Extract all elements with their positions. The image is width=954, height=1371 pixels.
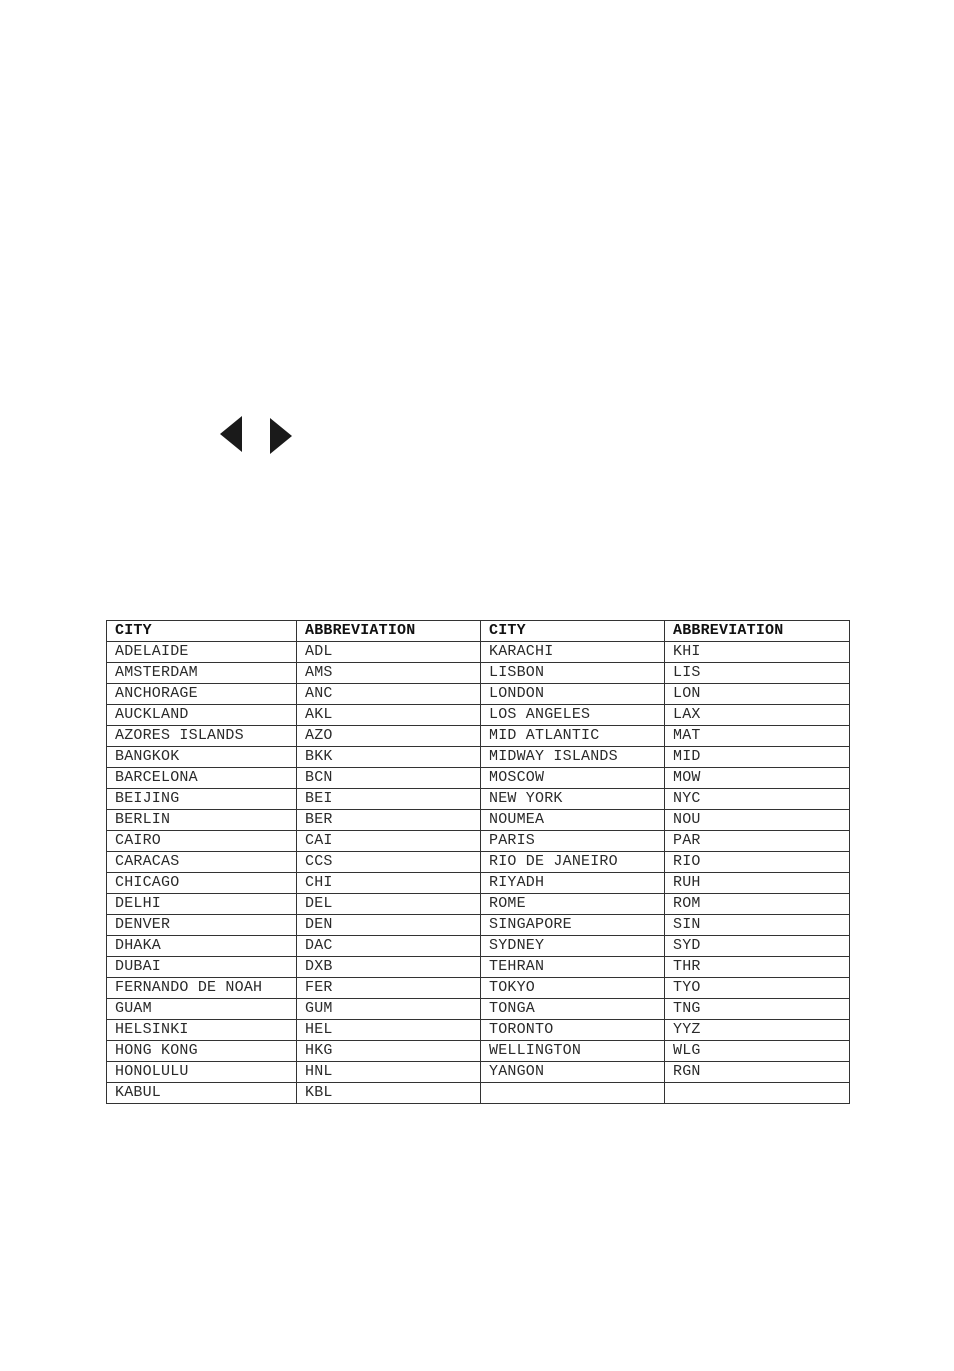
cell-city-right: NEW YORK bbox=[481, 789, 665, 810]
cell-city-right: PARIS bbox=[481, 831, 665, 852]
table-row bbox=[107, 936, 850, 957]
cell-abbreviation-right bbox=[665, 1083, 850, 1104]
cell-city-right: SYDNEY bbox=[481, 936, 665, 957]
cell-city-right: MIDWAY ISLANDS bbox=[481, 747, 665, 768]
table-header-row bbox=[107, 621, 850, 642]
cell-abbreviation-left: ANC bbox=[297, 684, 481, 705]
table-row bbox=[107, 1062, 850, 1083]
cell-abbreviation-right: ROM bbox=[665, 894, 850, 915]
cell-city-right bbox=[481, 1083, 665, 1104]
cell-city-right: NOUMEA bbox=[481, 810, 665, 831]
cell-abbreviation-left: HEL bbox=[297, 1020, 481, 1041]
cell-city-right: WELLINGTON bbox=[481, 1041, 665, 1062]
cell-abbreviation-left: GUM bbox=[297, 999, 481, 1020]
cell-city-left: AMSTERDAM bbox=[107, 663, 297, 684]
cell-abbreviation-right: PAR bbox=[665, 831, 850, 852]
cell-abbreviation-right: RGN bbox=[665, 1062, 850, 1083]
cell-abbreviation-left: AMS bbox=[297, 663, 481, 684]
table-row bbox=[107, 873, 850, 894]
cell-abbreviation-right: LAX bbox=[665, 705, 850, 726]
cell-abbreviation-right: MAT bbox=[665, 726, 850, 747]
table-row bbox=[107, 642, 850, 663]
cell-city-left: ADELAIDE bbox=[107, 642, 297, 663]
cell-city-right: RIO DE JANEIRO bbox=[481, 852, 665, 873]
table-row bbox=[107, 684, 850, 705]
table-row bbox=[107, 1083, 850, 1104]
table-row bbox=[107, 831, 850, 852]
cell-city-left: CARACAS bbox=[107, 852, 297, 873]
navigation-arrows bbox=[220, 415, 300, 455]
cell-city-left: DENVER bbox=[107, 915, 297, 936]
cell-city-right: TOKYO bbox=[481, 978, 665, 999]
cell-city-left: AZORES ISLANDS bbox=[107, 726, 297, 747]
cell-city-left: CHICAGO bbox=[107, 873, 297, 894]
left-triangle-icon bbox=[220, 416, 242, 452]
cell-city-right: RIYADH bbox=[481, 873, 665, 894]
cell-city-left: CAIRO bbox=[107, 831, 297, 852]
table-row bbox=[107, 810, 850, 831]
table-body bbox=[107, 642, 850, 1104]
table-row bbox=[107, 768, 850, 789]
cell-abbreviation-right: LON bbox=[665, 684, 850, 705]
cell-abbreviation-left: KBL bbox=[297, 1083, 481, 1104]
cell-city-left: KABUL bbox=[107, 1083, 297, 1104]
cell-city-left: BANGKOK bbox=[107, 747, 297, 768]
table-row bbox=[107, 705, 850, 726]
cell-abbreviation-left: HKG bbox=[297, 1041, 481, 1062]
cell-abbreviation-left: DXB bbox=[297, 957, 481, 978]
cell-abbreviation-left: FER bbox=[297, 978, 481, 999]
cell-abbreviation-left: DEN bbox=[297, 915, 481, 936]
table-row bbox=[107, 1020, 850, 1041]
cell-abbreviation-left: AKL bbox=[297, 705, 481, 726]
cell-abbreviation-left: DAC bbox=[297, 936, 481, 957]
cell-city-right: LOS ANGELES bbox=[481, 705, 665, 726]
cell-abbreviation-right: TYO bbox=[665, 978, 850, 999]
table-row bbox=[107, 894, 850, 915]
table-row bbox=[107, 978, 850, 999]
cell-abbreviation-right: LIS bbox=[665, 663, 850, 684]
cell-abbreviation-left: BKK bbox=[297, 747, 481, 768]
cell-abbreviation-right: NYC bbox=[665, 789, 850, 810]
cell-city-right: SINGAPORE bbox=[481, 915, 665, 936]
cell-abbreviation-right: YYZ bbox=[665, 1020, 850, 1041]
table-row bbox=[107, 726, 850, 747]
table-row bbox=[107, 1041, 850, 1062]
cell-abbreviation-left: DEL bbox=[297, 894, 481, 915]
cell-city-left: AUCKLAND bbox=[107, 705, 297, 726]
cell-abbreviation-left: BEI bbox=[297, 789, 481, 810]
table-row bbox=[107, 663, 850, 684]
cell-city-right: TORONTO bbox=[481, 1020, 665, 1041]
cell-city-left: DUBAI bbox=[107, 957, 297, 978]
cell-city-left: HELSINKI bbox=[107, 1020, 297, 1041]
cell-abbreviation-right: MID bbox=[665, 747, 850, 768]
cell-abbreviation-left: CAI bbox=[297, 831, 481, 852]
cell-abbreviation-right: RIO bbox=[665, 852, 850, 873]
cell-abbreviation-left: BER bbox=[297, 810, 481, 831]
header-abbreviation-right: ABBREVIATION bbox=[665, 621, 850, 642]
cell-city-right: LISBON bbox=[481, 663, 665, 684]
header-city-right: CITY bbox=[481, 621, 665, 642]
cell-abbreviation-right: MOW bbox=[665, 768, 850, 789]
cell-abbreviation-right: SIN bbox=[665, 915, 850, 936]
cell-city-left: ANCHORAGE bbox=[107, 684, 297, 705]
cell-abbreviation-right: SYD bbox=[665, 936, 850, 957]
cell-abbreviation-right: THR bbox=[665, 957, 850, 978]
cell-abbreviation-left: HNL bbox=[297, 1062, 481, 1083]
cell-city-left: BARCELONA bbox=[107, 768, 297, 789]
cell-city-left: DELHI bbox=[107, 894, 297, 915]
cell-city-right: MID ATLANTIC bbox=[481, 726, 665, 747]
cell-abbreviation-right: WLG bbox=[665, 1041, 850, 1062]
cell-city-right: MOSCOW bbox=[481, 768, 665, 789]
cell-city-left: BERLIN bbox=[107, 810, 297, 831]
cell-abbreviation-left: BCN bbox=[297, 768, 481, 789]
cell-abbreviation-left: CHI bbox=[297, 873, 481, 894]
table-row bbox=[107, 915, 850, 936]
cell-abbreviation-left: AZO bbox=[297, 726, 481, 747]
cell-abbreviation-left: ADL bbox=[297, 642, 481, 663]
table-row bbox=[107, 852, 850, 873]
cell-city-left: BEIJING bbox=[107, 789, 297, 810]
cell-abbreviation-left: CCS bbox=[297, 852, 481, 873]
cell-city-right: TEHRAN bbox=[481, 957, 665, 978]
cell-city-left: DHAKA bbox=[107, 936, 297, 957]
cell-city-right: TONGA bbox=[481, 999, 665, 1020]
cell-city-left: HONOLULU bbox=[107, 1062, 297, 1083]
right-triangle-icon bbox=[270, 418, 292, 454]
table-row bbox=[107, 999, 850, 1020]
cell-city-right: YANGON bbox=[481, 1062, 665, 1083]
cell-abbreviation-right: TNG bbox=[665, 999, 850, 1020]
cell-city-right: ROME bbox=[481, 894, 665, 915]
header-city-left: CITY bbox=[107, 621, 297, 642]
cell-city-left: HONG KONG bbox=[107, 1041, 297, 1062]
cell-city-left: GUAM bbox=[107, 999, 297, 1020]
cell-abbreviation-right: KHI bbox=[665, 642, 850, 663]
cell-abbreviation-right: RUH bbox=[665, 873, 850, 894]
table-row bbox=[107, 957, 850, 978]
city-abbreviation-table bbox=[106, 620, 850, 1104]
cell-abbreviation-right: NOU bbox=[665, 810, 850, 831]
header-abbreviation-left: ABBREVIATION bbox=[297, 621, 481, 642]
cell-city-right: KARACHI bbox=[481, 642, 665, 663]
cell-city-right: LONDON bbox=[481, 684, 665, 705]
table-row bbox=[107, 789, 850, 810]
table-row bbox=[107, 747, 850, 768]
cell-city-left: FERNANDO DE NOAH bbox=[107, 978, 297, 999]
